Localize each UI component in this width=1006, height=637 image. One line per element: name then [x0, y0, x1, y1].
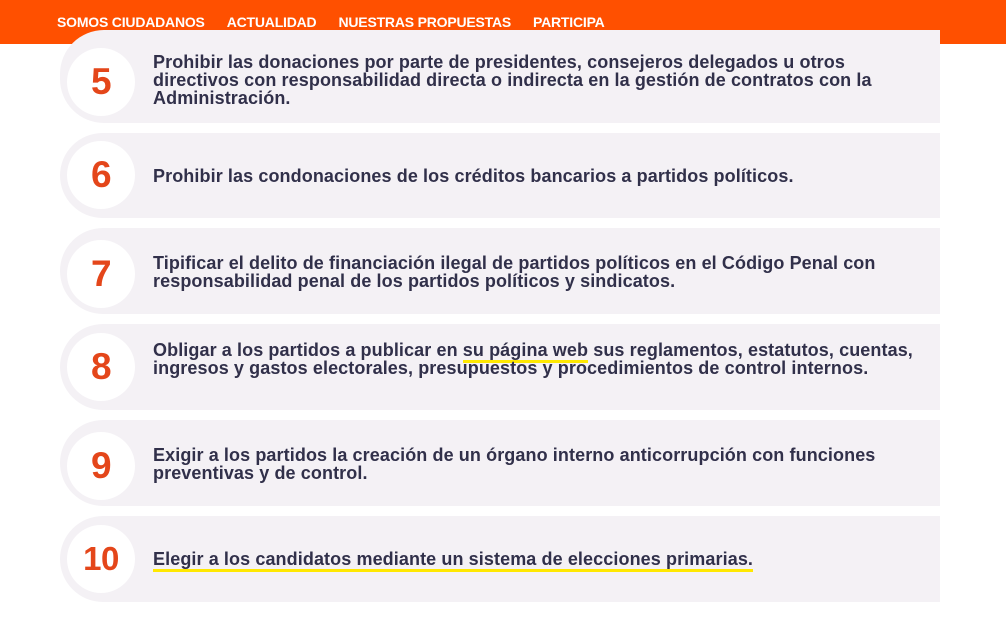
proposal-text-before: Obligar a los partidos a publicar en: [153, 340, 463, 360]
number-badge: [67, 525, 135, 593]
proposal-text: [153, 341, 923, 377]
proposal-text: Tipificar el delito de financiación ilegal de partidos políticos en el Código Penal con responsabilidad penal de los partidos políticos y sindicatos.: [153, 253, 876, 291]
number-badge: [67, 333, 135, 401]
proposal-text: Exigir a los partidos la creación de un órgano interno anticorrupción con funciones preventivas y de control.: [153, 445, 876, 483]
primaries-link[interactable]: Elegir a los candidatos mediante un sistema de elecciones primarias.: [153, 549, 753, 572]
proposal-item-6: [60, 133, 940, 218]
proposal-text: [153, 550, 923, 568]
number-badge: [67, 240, 135, 308]
web-page-link[interactable]: su página web: [463, 340, 588, 363]
nav-actualidad[interactable]: ACTUALIDAD: [226, 14, 317, 30]
proposal-number: 10: [83, 540, 119, 577]
proposal-text: Prohibir las condonaciones de los créditos bancarios a partidos políticos.: [153, 166, 794, 186]
number-badge: [67, 432, 135, 500]
nav-participa[interactable]: PARTICIPA: [533, 14, 605, 30]
proposal-number: 9: [90, 445, 112, 486]
nav-nuestras-propuestas[interactable]: NUESTRAS PROPUESTAS: [338, 14, 512, 30]
proposal-text: Prohibir las donaciones por parte de presidentes, consejeros delegados u otros directivos con responsabilidad directa o indirecta en la gestión de contratos con la Administración.: [153, 52, 872, 108]
proposal-item-5: [60, 30, 940, 123]
proposal-number: 7: [90, 253, 112, 294]
number-badge: [67, 141, 135, 209]
nav-somos-ciudadanos[interactable]: SOMOS CIUDADANOS: [57, 14, 205, 30]
proposal-number: 5: [90, 61, 112, 102]
proposal-item-8: [60, 324, 940, 410]
proposal-number: 6: [90, 154, 112, 195]
number-badge: [67, 48, 135, 116]
proposal-text-after: sus reglamentos, estatutos, cuentas, ingresos y gastos electorales, presupuestos y procedimientos de control internos.: [153, 340, 913, 378]
proposal-item-10: [60, 516, 940, 602]
proposal-item-9: [60, 420, 940, 506]
proposal-number: 8: [90, 346, 112, 387]
proposal-item-7: [60, 228, 940, 314]
